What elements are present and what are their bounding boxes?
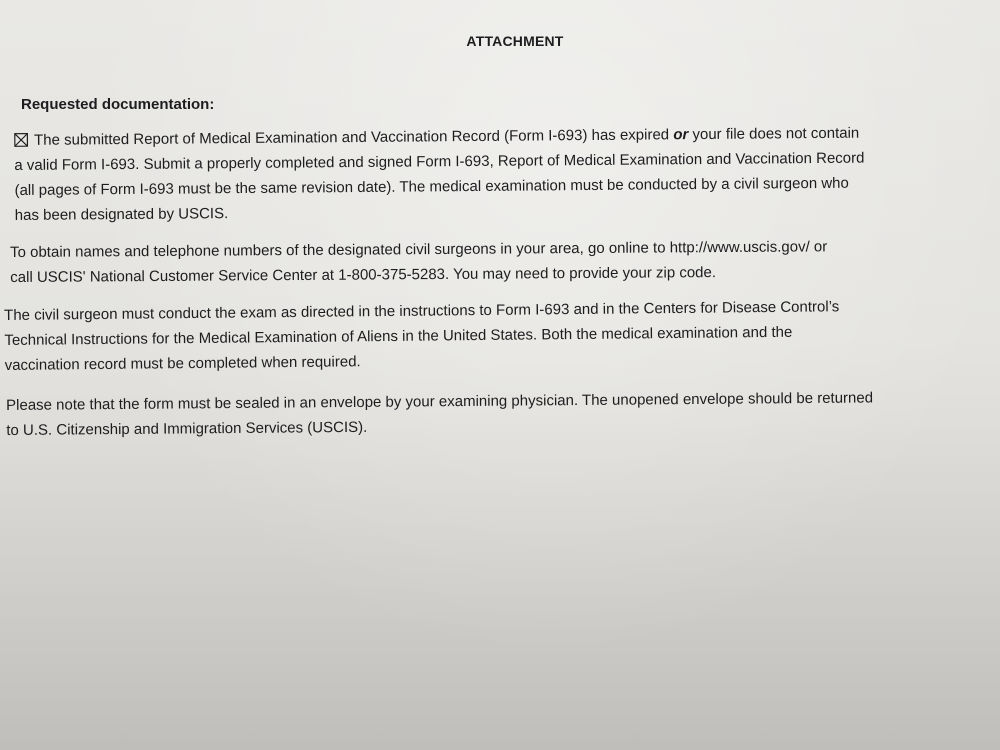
- paragraph-line: to U.S. Citizenship and Immigration Services (USCIS).: [6, 418, 368, 439]
- paragraph-line: call USCIS' National Customer Service Center at 1-800-375-5283. You may need to provide your zip code.: [10, 264, 717, 286]
- paragraph-line: Technical Instructions for the Medical Examination of Aliens in the United States. Both the medical examination and the: [4, 323, 793, 349]
- paragraph-line: Please note that the form must be sealed in an envelope by your examining physician. The unopened envelope should be returned: [6, 389, 874, 414]
- paragraph-text: your file does not contain: [688, 124, 860, 144]
- paragraph-line: vaccination record must be completed when required.: [4, 353, 361, 374]
- paragraph-line: has been designated by USCIS.: [14, 205, 229, 224]
- requested-documentation-heading: Requested documentation:: [21, 96, 215, 113]
- paragraph-line: The civil surgeon must conduct the exam as directed in the instructions to Form I-693 and in the Centers for Disease Control’s: [4, 298, 840, 324]
- paragraph-line: (all pages of Form I-693 must be the same revision date). The medical examination must be conducted by a civil surgeon who: [14, 174, 849, 199]
- sealed-envelope-paragraph: [6, 385, 873, 443]
- civil-surgeon-contact-paragraph: [10, 234, 827, 290]
- medical-exam-paragraph: [14, 121, 865, 228]
- checked-box-icon: [14, 133, 28, 147]
- emphasis-or: or: [673, 126, 689, 144]
- paragraph-text: The submitted Report of Medical Examination and Vaccination Record (Form I-693) has expired: [34, 126, 674, 149]
- paragraph-line: a valid Form I-693. Submit a properly completed and signed Form I-693, Report of Medical Examination and Vaccination Record: [14, 149, 865, 174]
- paragraph-line: To obtain names and telephone numbers of the designated civil surgeons in your area, go online to http://www.uscis.gov/ or: [10, 238, 828, 261]
- exam-instructions-paragraph: [4, 294, 840, 378]
- document-title: ATTACHMENT: [466, 33, 564, 49]
